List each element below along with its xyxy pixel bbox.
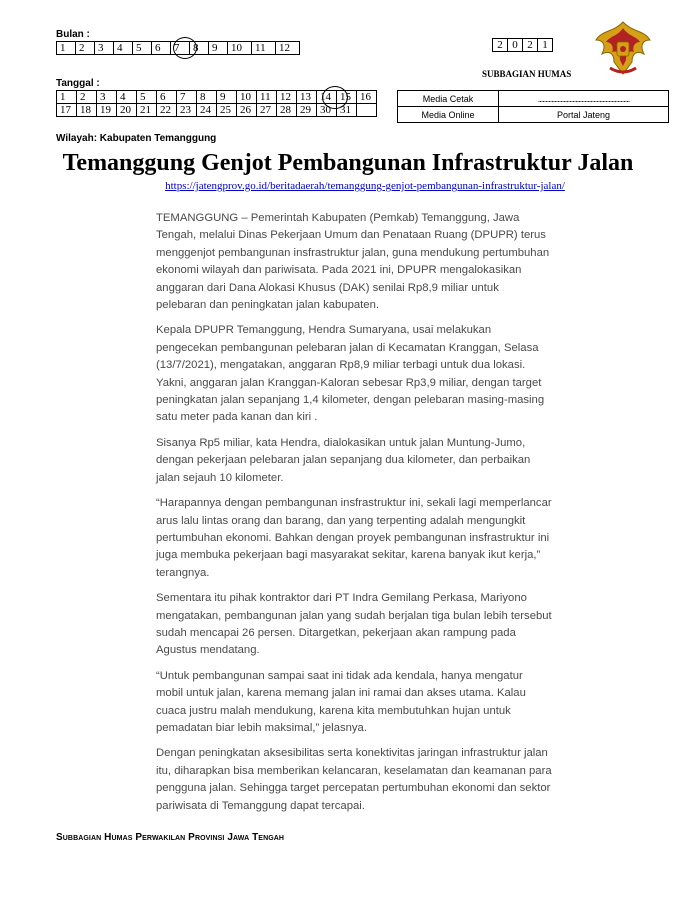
month-cell: 3 [95, 42, 114, 55]
selected-month-circle [173, 37, 197, 59]
media-type: Media Cetak [398, 91, 499, 107]
day-cell: 11 [257, 91, 277, 104]
media-row [398, 107, 669, 123]
day-cell: 26 [237, 104, 257, 117]
day-cell: 13 [297, 91, 317, 104]
month-cell: 7 [171, 42, 190, 55]
bulan-label: Bulan : [56, 29, 90, 40]
footer-text: Subbagian Humas Perwakilan Provinsi Jawa Tengah [56, 832, 285, 843]
article-clipping [140, 200, 550, 810]
day-cell [357, 104, 377, 117]
garuda-emblem-icon [592, 18, 654, 80]
day-cell: 8 [197, 91, 217, 104]
day-cell: 17 [57, 104, 77, 117]
day-cell: 21 [137, 104, 157, 117]
month-cell: 8 [190, 42, 209, 55]
article-paragraph: TEMANGGUNG – Pemerintah Kabupaten (Pemkab) Temanggung, Jawa Tengah, melalui Dinas Pekerjaan Umum dan Penataan Ruang (DPUPR) terus menggenjot pembangunan insfrastruktur jalan, guna mendukung pertumbuhan ekonomi wilayah dan pariwisata. Pada 2021 ini, DPUPR mengalokasikan anggaran dari Dana Alokasi Khusus (DAK) senilai Rp8,9 miliar untuk pelebaran dan peningkatan jalan kabupaten. [156, 212, 550, 312]
year-digit: 2 [493, 39, 508, 52]
day-cell: 24 [197, 104, 217, 117]
month-cell: 4 [114, 42, 133, 55]
day-cell: 14 [317, 91, 337, 104]
day-cell: 1 [57, 91, 77, 104]
tanggal-label: Tanggal : [56, 78, 100, 89]
day-cell: 30 [317, 104, 337, 117]
org-name: SUBBAGIAN HUMAS [482, 69, 572, 79]
day-cell: 3 [97, 91, 117, 104]
day-cell: 5 [137, 91, 157, 104]
day-cell: 25 [217, 104, 237, 117]
day-cell: 7 [177, 91, 197, 104]
month-cell: 12 [276, 42, 300, 55]
selected-day-circle [322, 86, 348, 109]
month-cell: 6 [152, 42, 171, 55]
media-row [398, 91, 669, 107]
day-cell: 22 [157, 104, 177, 117]
article-paragraph: “Untuk pembangunan sampai saat ini tidak ada kendala, hanya mengatur mobil untuk jalan, karena memang jalan ini ramai dan akses utama. Kalau cuaca justru malah mendukung, karena kita membutuhkan hujan untuk pemadatan biar lebih maksimal,” jelasnya. [156, 669, 526, 734]
media-value: Portal Jateng [499, 107, 669, 123]
article-paragraph: Sementara itu pihak kontraktor dari PT Indra Gemilang Perkasa, Mariyono mengatakan, pembangunan jalan yang sudah berjalan tiga bulan lebih tersebut sudah mencapai 26 persen. Ditargetkan, pekerjaan akan rampung pada Agustus mendatang. [156, 592, 552, 657]
day-cell: 20 [117, 104, 137, 117]
day-cell: 27 [257, 104, 277, 117]
year-grid [492, 38, 553, 52]
article-paragraph: Sisanya Rp5 miliar, kata Hendra, dialokasikan untuk jalan Muntung-Jumo, dengan pekerjaan pelebaran jalan sepanjang dua kilometer, dan perbaikan jalan sejauh 10 kilometer. [156, 436, 531, 484]
day-cell: 9 [217, 91, 237, 104]
article-url-link[interactable]: https://jatengprov.go.id/beritadaerah/temanggung-genjot-pembangunan-infrastruktur-jalan/ [165, 180, 565, 192]
day-cell: 4 [117, 91, 137, 104]
day-cell: 31 [337, 104, 357, 117]
media-type: Media Online [398, 107, 499, 123]
year-digit: 2 [523, 39, 538, 52]
day-cell: 6 [157, 91, 177, 104]
media-value: ............................................................. [499, 91, 669, 107]
day-cell: 23 [177, 104, 197, 117]
month-cell: 11 [252, 42, 276, 55]
article-paragraph: Dengan peningkatan aksesibilitas serta konektivitas jaringan infrastruktur jalan itu, diharapkan bisa memberikan kelancaran, keselamatan dan keamanan para pengguna jalan. Sehingga target percepatan pertumbuhan ekonomi dan sektor pariwisata di Temanggung dapat tercapai. [156, 747, 552, 812]
month-cell: 5 [133, 42, 152, 55]
wilayah-label: Wilayah: Kabupaten Temanggung [56, 133, 217, 144]
day-cell: 16 [357, 91, 377, 104]
month-cell: 9 [209, 42, 228, 55]
article-title: Temanggung Genjot Pembangunan Infrastruktur Jalan [62, 150, 634, 176]
day-cell: 2 [77, 91, 97, 104]
media-table [397, 90, 669, 123]
day-cell: 12 [277, 91, 297, 104]
day-cell: 18 [77, 104, 97, 117]
month-cell: 10 [228, 42, 252, 55]
day-cell: 15 [337, 91, 357, 104]
day-cell: 19 [97, 104, 117, 117]
month-cell: 2 [76, 42, 95, 55]
year-digit: 0 [508, 39, 523, 52]
year-digit: 1 [538, 39, 553, 52]
day-cell: 29 [297, 104, 317, 117]
month-cell: 1 [57, 42, 76, 55]
article-paragraph: “Harapannya dengan pembangunan insfrastruktur ini, sekali lagi memperlancar arus lalu lintas orang dan barang, dan yang terpenting adalah mengungkit pertumbuhan ekonomi. Bahkan dengan proyek pembangunan insfrastruktur ini juga membuka pekerjaan bagi masyarakat sekitar, karena banyak ikut kerja,” terangnya. [156, 497, 552, 579]
day-cell: 28 [277, 104, 297, 117]
article-paragraph: Kepala DPUPR Temanggung, Hendra Sumaryana, usai melakukan pengecekan pembangunan pelebaran jalan di Kecamatan Kranggan, Selasa (13/7/2021), mengatakan, anggaran Rp8,9 miliar terbagi untuk dua lokasi. Yakni, anggaran jalan Kranggan-Kaloran sebesar Rp3,9 miliar, dengan target peningkatan jalan sepanjang 1,4 kilometer, dengan pelebaran masing-masing satu meter pada kanan dan kiri . [156, 324, 545, 424]
day-cell: 10 [237, 91, 257, 104]
